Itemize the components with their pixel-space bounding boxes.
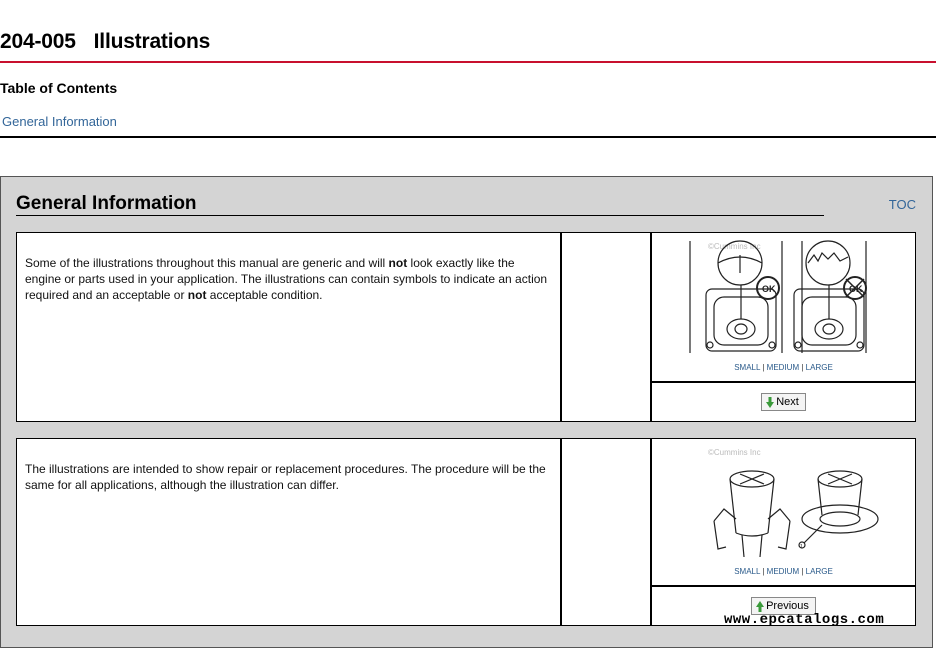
row-2-text: The illustrations are intended to show repair or replacement procedures. The procedure will be the same for all applications, although the illustration can differ. bbox=[17, 439, 562, 625]
down-arrow-icon bbox=[766, 397, 774, 408]
row-1-spacer-cell bbox=[562, 233, 652, 421]
row-2-spacer-cell bbox=[562, 439, 652, 625]
content-row-1 bbox=[16, 232, 916, 422]
row-1-figure[interactable] bbox=[652, 233, 915, 383]
row-2-size-sep-1: | bbox=[762, 567, 765, 576]
row-1-text-part3: acceptable condition. bbox=[206, 288, 323, 302]
row-1-size-sep-1: | bbox=[762, 363, 765, 372]
general-information-section bbox=[0, 176, 933, 648]
toc-back-link[interactable]: TOC bbox=[888, 197, 916, 212]
row-1-size-links bbox=[652, 363, 915, 372]
previous-button-label: Previous bbox=[766, 600, 809, 612]
row-1-small-link[interactable]: SMALL bbox=[734, 363, 761, 372]
doc-title: Illustrations bbox=[93, 30, 211, 53]
up-arrow-icon bbox=[756, 601, 764, 612]
toc-heading: Table of Contents bbox=[0, 80, 118, 96]
row-1-size-sep-2: | bbox=[801, 363, 804, 372]
row-1-large-link[interactable]: LARGE bbox=[805, 363, 833, 372]
ok-icon: OK bbox=[762, 284, 776, 294]
figure-1-copyright: ©Cummins Inc bbox=[708, 242, 761, 251]
callout-number: 1 bbox=[800, 544, 803, 550]
doc-number: 204-005 bbox=[0, 30, 76, 53]
section-title: General Information bbox=[16, 193, 197, 214]
row-1-nav-cell bbox=[652, 383, 915, 421]
section-title-rule bbox=[16, 215, 824, 216]
toc-divider bbox=[0, 136, 936, 138]
row-2-size-sep-2: | bbox=[801, 567, 804, 576]
content-row-2 bbox=[16, 438, 916, 626]
row-1-figure-cell bbox=[652, 233, 915, 421]
row-1-text bbox=[17, 233, 562, 421]
row-1-medium-link[interactable]: MEDIUM bbox=[766, 363, 800, 372]
not-ok-icon: OK bbox=[849, 284, 863, 294]
title-divider bbox=[0, 61, 936, 63]
cup-plug-illustration bbox=[652, 439, 916, 585]
site-watermark: www.epcatalogs.com bbox=[724, 612, 885, 628]
ok-notok-illustration bbox=[652, 233, 916, 379]
row-2-figure-cell bbox=[652, 439, 915, 625]
row-1-text-part2: look exactly like the engine or parts used in your application. The illustrations can contain symbols to indicate an action required and an acceptable or bbox=[25, 256, 548, 302]
page-title bbox=[0, 30, 210, 54]
next-button-label: Next bbox=[776, 396, 799, 408]
next-button[interactable] bbox=[761, 393, 806, 411]
toc-link-general-information[interactable]: General Information bbox=[2, 114, 117, 129]
row-1-bold-not-2: not bbox=[187, 288, 207, 302]
figure-2-copyright: ©Cummins Inc bbox=[708, 448, 761, 457]
row-2-medium-link[interactable]: MEDIUM bbox=[766, 567, 800, 576]
row-1-text-part1: Some of the illustrations throughout this manual are generic and will bbox=[25, 256, 389, 270]
row-2-large-link[interactable]: LARGE bbox=[805, 567, 833, 576]
row-2-figure[interactable] bbox=[652, 439, 915, 587]
row-2-size-links bbox=[652, 567, 915, 576]
row-2-small-link[interactable]: SMALL bbox=[734, 567, 761, 576]
row-1-bold-not-1: not bbox=[388, 256, 408, 270]
